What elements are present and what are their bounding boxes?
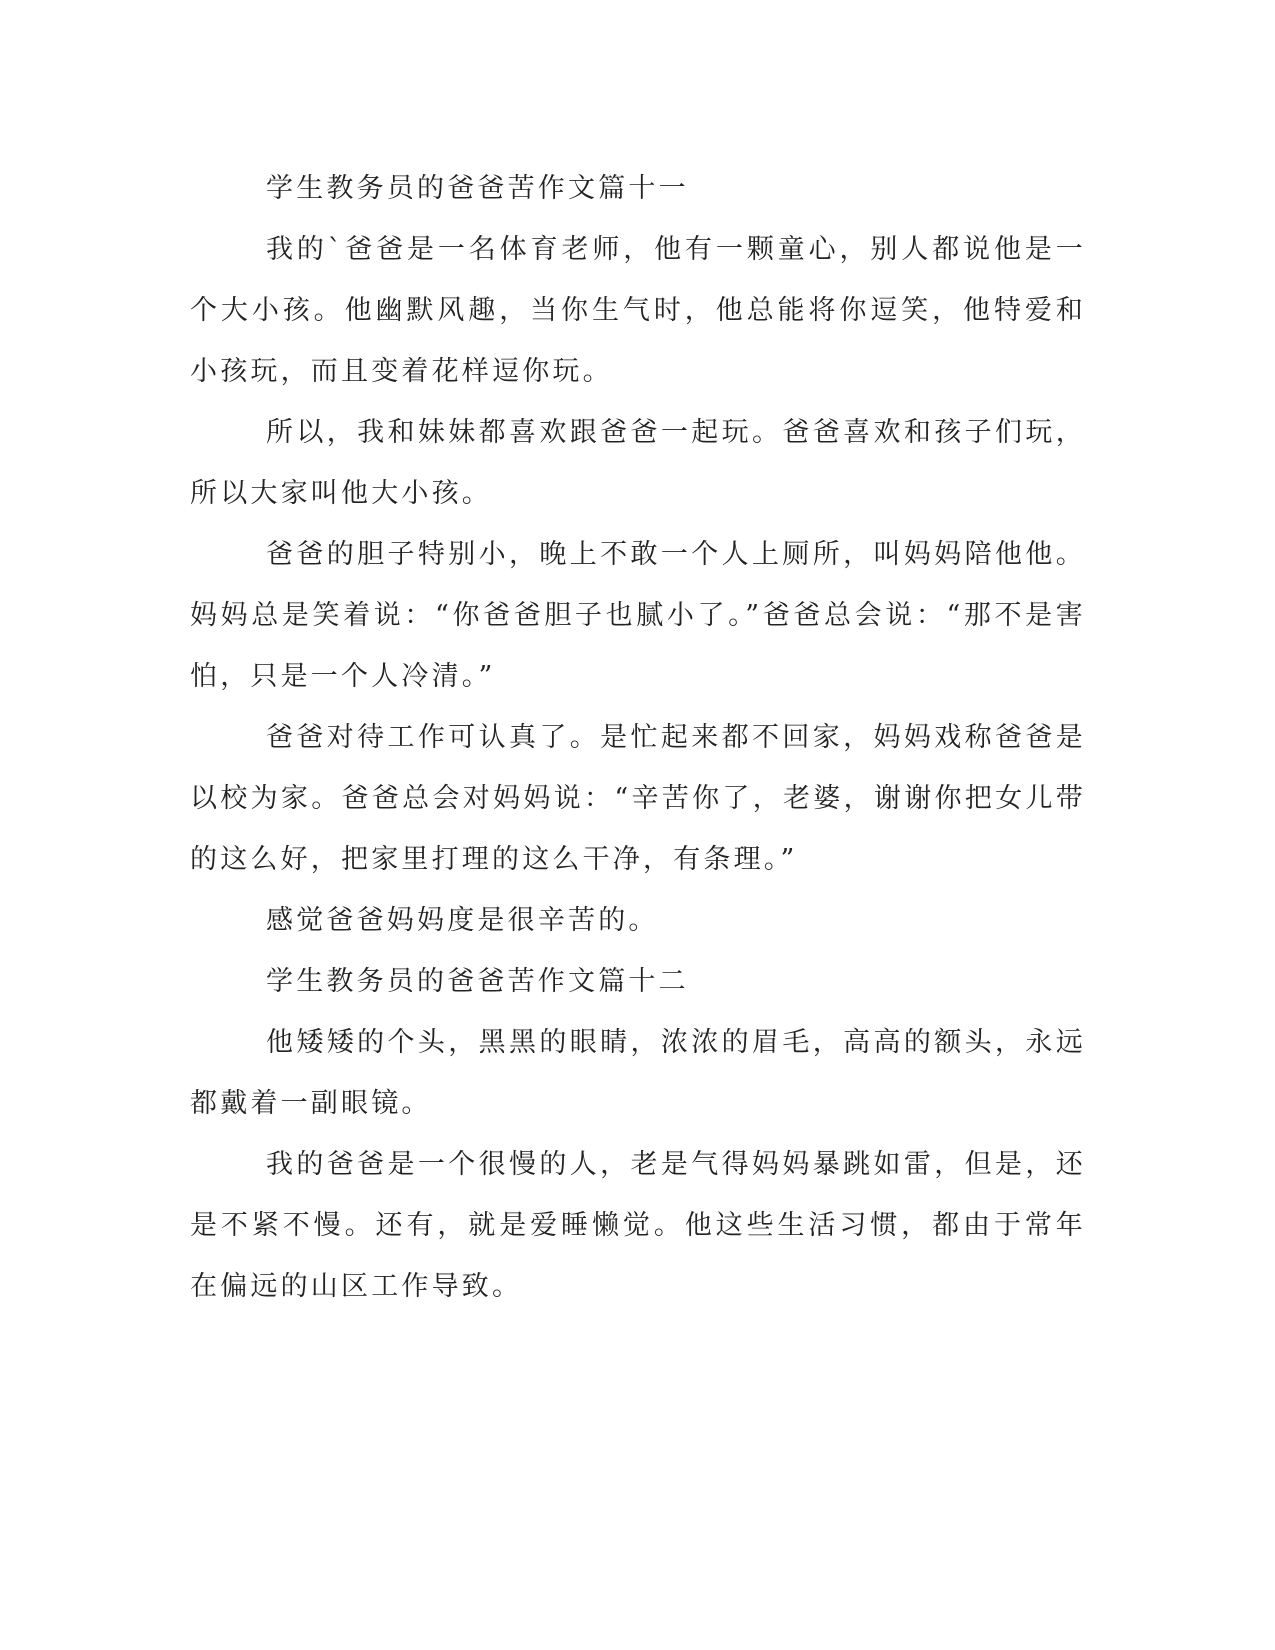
paragraph: 爸爸的胆子特别小，晚上不敢一个人上厕所，叫妈妈陪他他。妈妈总是笑着说：“你爸爸胆子也腻小了。”爸爸总会说：“那不是害怕，只是一个人冷清。”	[190, 539, 1086, 692]
paragraph: 我的`爸爸是一名体育老师，他有一颗童心，别人都说他是一个大小孩。他幽默风趣，当你生气时，他总能将你逗笑，他特爱和小孩玩，而且变着花样逗你玩。	[190, 234, 1086, 387]
section-heading-12: 学生教务员的爸爸苦作文篇十二	[266, 966, 689, 997]
section-heading-11: 学生教务员的爸爸苦作文篇十一	[266, 173, 689, 204]
document-body	[190, 158, 1086, 1317]
paragraph: 他矮矮的个头，黑黑的眼睛，浓浓的眉毛，高高的额头，永远都戴着一副眼镜。	[190, 1027, 1086, 1119]
paragraph: 所以，我和妹妹都喜欢跟爸爸一起玩。爸爸喜欢和孩子们玩，所以大家叫他大小孩。	[190, 417, 1086, 509]
paragraph: 我的爸爸是一个很慢的人，老是气得妈妈暴跳如雷，但是，还是不紧不慢。还有，就是爱睡懒觉。他这些生活习惯，都由于常年在偏远的山区工作导致。	[190, 1149, 1086, 1302]
paragraph: 感觉爸爸妈妈度是很辛苦的。	[266, 905, 659, 936]
paragraph: 爸爸对待工作可认真了。是忙起来都不回家，妈妈戏称爸爸是以校为家。爸爸总会对妈妈说：“辛苦你了，老婆，谢谢你把女儿带的这么好，把家里打理的这么干净，有条理。”	[190, 722, 1086, 875]
